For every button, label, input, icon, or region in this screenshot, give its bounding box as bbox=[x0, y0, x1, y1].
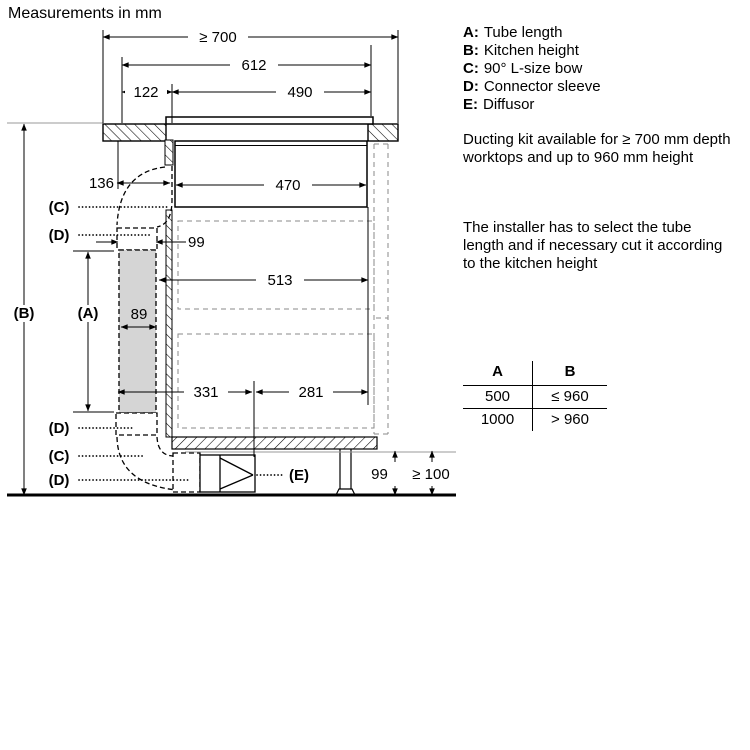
upper-bow-outer bbox=[117, 167, 165, 225]
connector-sleeve-mid bbox=[116, 413, 157, 435]
size-table-cell: 500 bbox=[463, 386, 533, 409]
legend-item-e: E: Diffusor bbox=[463, 96, 535, 113]
dim-cabinet-inner-depth: 513 bbox=[256, 272, 304, 289]
callout-bow-lower: (C) bbox=[48, 448, 70, 465]
callout-sleeve-upper: (D) bbox=[48, 227, 70, 244]
callout-sleeve-lower: (D) bbox=[48, 472, 70, 489]
dim-front-depth: 490 bbox=[276, 84, 324, 101]
size-table-cell: ≤ 960 bbox=[533, 386, 607, 409]
legend-item-d: D: Connector sleeve bbox=[463, 78, 601, 95]
dim-sleeve-depth: 99 bbox=[188, 234, 216, 251]
callout-diffusor: (E) bbox=[289, 467, 309, 484]
dim-tube-width: 89 bbox=[130, 306, 148, 323]
connector-sleeve-lower bbox=[173, 453, 200, 492]
page-title: Measurements in mm bbox=[8, 5, 162, 22]
dim-worktop-depth: ≥ 700 bbox=[188, 29, 248, 46]
note-availability: Ducting kit available for ≥ 700 mm depth worktops and up to 960 mm height bbox=[463, 131, 731, 166]
callout-bow-upper: (C) bbox=[48, 199, 70, 216]
tube bbox=[119, 250, 156, 413]
legend bbox=[463, 24, 601, 114]
dim-body-depth: 470 bbox=[264, 177, 312, 194]
size-table-cell: 1000 bbox=[463, 409, 533, 431]
size-table-header-a: A bbox=[463, 361, 533, 386]
dim-rear-offset: 122 bbox=[125, 84, 167, 101]
diffusor bbox=[200, 455, 255, 492]
dim-plinth-gap: 99 bbox=[366, 466, 393, 483]
callout-sleeve-mid: (D) bbox=[48, 420, 70, 437]
size-table-cell: > 960 bbox=[551, 411, 589, 428]
size-table-header-b: B bbox=[533, 361, 607, 386]
dim-duct-clearance: 136 bbox=[80, 175, 114, 192]
callout-kitchen-height: (B) bbox=[4, 305, 44, 322]
connector-sleeve-upper bbox=[117, 228, 157, 250]
size-table bbox=[463, 361, 607, 431]
legend-item-a: A: Tube length bbox=[463, 24, 563, 41]
plinth-foot bbox=[336, 449, 355, 495]
callout-tube-length: (A) bbox=[68, 305, 108, 322]
dim-front-split: 281 bbox=[289, 384, 333, 401]
dim-plinth-min: ≥ 100 bbox=[405, 466, 457, 483]
legend-item-c: C: 90° L-size bow bbox=[463, 60, 583, 77]
dim-appliance-depth: 612 bbox=[230, 57, 278, 74]
dim-rear-split: 331 bbox=[184, 384, 228, 401]
legend-item-b: B: Kitchen height bbox=[463, 42, 579, 59]
note-installer: The installer has to select the tube length and if necessary cut it according to the kitchen height bbox=[463, 219, 723, 272]
